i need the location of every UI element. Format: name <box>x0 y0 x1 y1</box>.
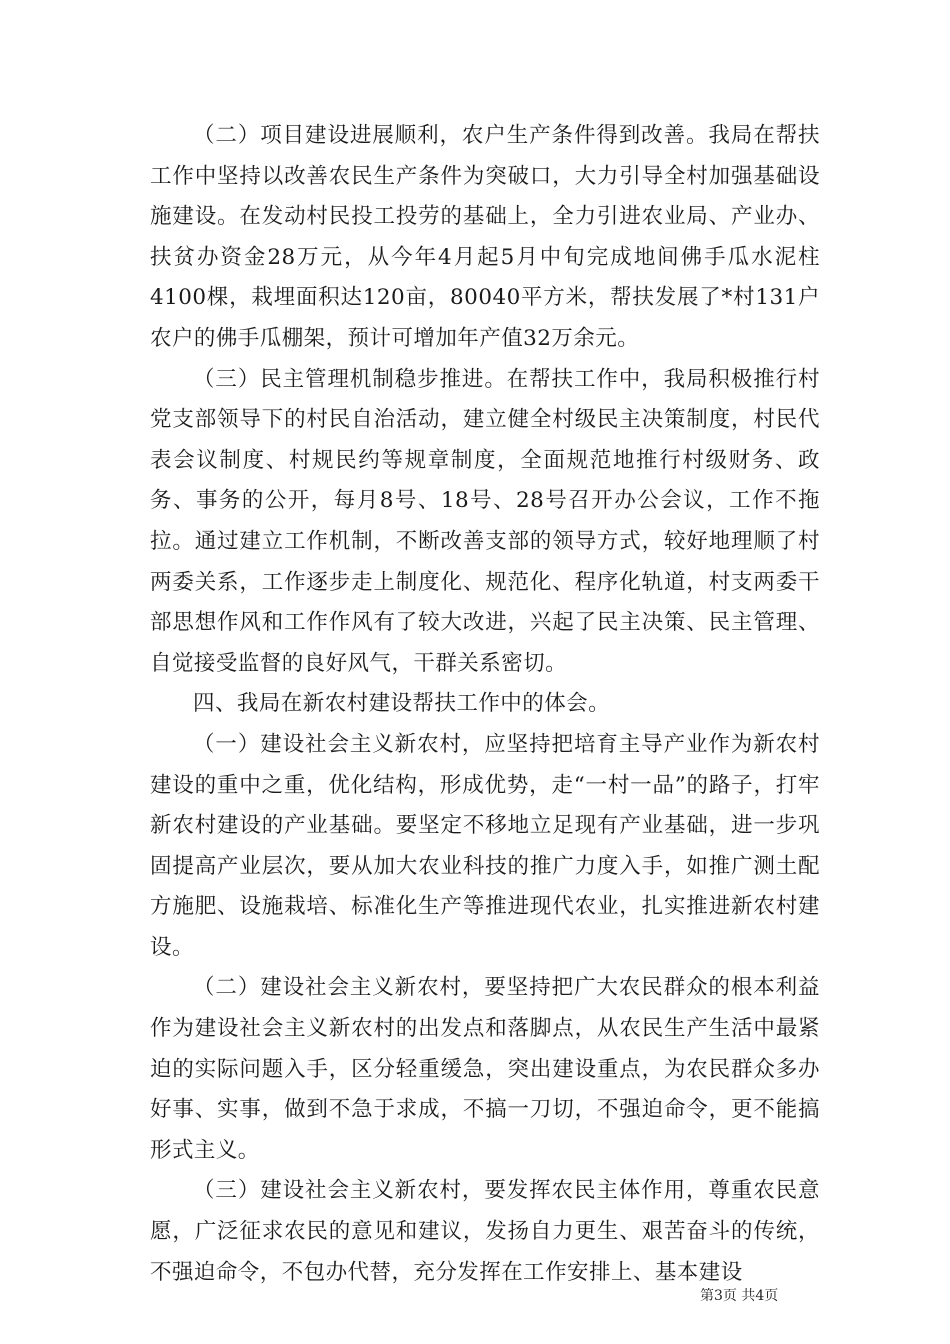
section-heading-experience: 四、我局在新农村建设帮扶工作中的体会。 <box>193 691 611 717</box>
page-number-footer: 第3页 共4页 <box>700 1288 779 1304</box>
paragraph-farmers-role: （三）建设社会主义新农村，要发挥农民主体作用，尊重农民意愿，广泛征求农民的意见和建议，发扬自力更生、艰苦奋斗的传统，不强迫命令，不包办代替，充分发挥在工作安排上、基本建设 <box>150 1178 820 1285</box>
document-body <box>150 116 820 1293</box>
paragraph-democratic-management: （三）民主管理机制稳步推进。在帮扶工作中，我局积极推行村党支部领导下的村民自治活动，建立健全村级民主决策制度，村民代表会议制度、村规民约等规章制度，全面规范地推行村级财务、政务、事务的公开，每月8号、18号、28号召开办公会议，工作不拖拉。通过建立工作机制，不断改善支部的领导方式，较好地理顺了村两委关系，工作逐步走上制度化、规范化、程序化轨道，村支两委干部思想作风和工作作风有了较大改进，兴起了民主决策、民主管理、自觉接受监督的良好风气，干群关系密切。 <box>150 366 820 676</box>
paragraph-farmers-interests: （二）建设社会主义新农村，要坚持把广大农民群众的根本利益作为建设社会主义新农村的出发点和落脚点，从农民生产生活中最紧迫的实际问题入手，区分轻重缓急，突出建设重点，为农民群众多办好事、实事，做到不急于求成，不搞一刀切，不强迫命令，更不能搞形式主义。 <box>150 975 820 1163</box>
paragraph-leading-industry: （一）建设社会主义新农村，应坚持把培育主导产业作为新农村建设的重中之重，优化结构，形成优势，走“一村一品”的路子，打牢新农村建设的产业基础。要坚定不移地立足现有产业基础，进一步巩固提高产业层次，要从加大农业科技的推广力度入手，如推广测土配方施肥、设施栽培、标准化生产等推进现代农业，扎实推进新农村建设。 <box>150 731 820 960</box>
paragraph-project-construction: （二）项目建设进展顺利，农户生产条件得到改善。我局在帮扶工作中坚持以改善农民生产条件为突破口，大力引导全村加强基础设施建设。在发动村民投工投劳的基础上，全力引进农业局、产业办、扶贫办资金28万元，从今年4月起5月中旬完成地间佛手瓜水泥柱4100棵，栽埋面积达120亩，80040平方米，帮扶发展了*村131户农户的佛手瓜棚架，预计可增加年产值32万余元。 <box>150 123 820 351</box>
